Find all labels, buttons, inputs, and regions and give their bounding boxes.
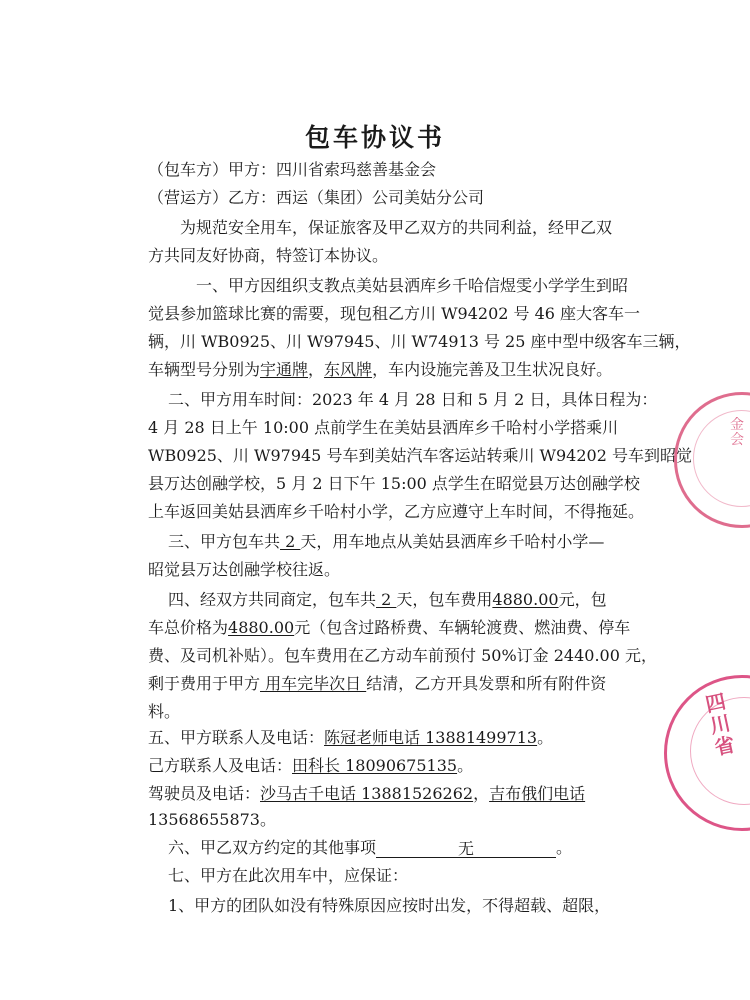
party-b-contact-line xyxy=(148,756,473,776)
party-b-contact-label: 己方联系人及电话： xyxy=(148,756,293,775)
clause1-line-3: 辆，川 WB0925、川 W97945、川 W74913 号 25 座中型中级客车三辆， xyxy=(148,332,691,351)
driver-1: 沙马古千电话 13881526262 xyxy=(260,784,474,803)
clause4-fee-label: 天，包车费用 xyxy=(396,590,493,609)
clause2-line-1: 二、甲方用车时间：2023 年 4 月 28 日和 5 月 2 日，具体日程为： xyxy=(168,390,658,409)
page-title: 包车协议书 xyxy=(304,123,445,152)
clause1-line-4 xyxy=(148,360,612,380)
party-b-contact: 田科长 18090675135 xyxy=(292,756,458,775)
driver-label: 驾驶员及电话： xyxy=(148,784,261,803)
clause6-line xyxy=(168,838,572,858)
clause1-line-1: 一、甲方因组织支教点美姑县洒库乡千哈信煜雯小学学生到昭 xyxy=(196,276,629,295)
clause4-line-4 xyxy=(148,674,606,694)
party-a-contact-label: 五、甲方联系人及电话： xyxy=(148,728,325,747)
clause7-line: 七、甲方在此次用车中，应保证： xyxy=(168,866,409,885)
intro-line-1: 为规范安全用车，保证旅客及甲乙双方的共同利益，经甲乙双 xyxy=(180,218,613,237)
total-price-detail: 元（包含过路桥费、车辆轮渡费、燃油费、停车 xyxy=(294,618,631,637)
clause4-line-3: 费、及司机补贴）。包车费用在乙方动车前预付 50%订金 2440.00 元， xyxy=(148,646,657,665)
seal-text: 四川省 xyxy=(703,689,738,760)
clause3-line-1 xyxy=(168,532,604,552)
clause4-line-2 xyxy=(148,618,630,638)
clause3-suffix: 天，用车地点从美姑县洒库乡千哈村小学— xyxy=(300,532,605,551)
comma: ， xyxy=(308,360,325,379)
clause3-prefix: 三、甲方包车共 xyxy=(168,532,281,551)
clause4-prefix: 四、经双方共同商定，包车共 xyxy=(168,590,377,609)
clause6-value: 无 xyxy=(376,839,556,858)
clause1-line-2: 觉县参加篮球比赛的需要，现包租乙方川 W94202 号 46 座大客车一 xyxy=(148,304,641,323)
settlement-text: 结清，乙方开具发票和所有附件资 xyxy=(366,674,607,693)
clause4-line-1 xyxy=(168,590,607,610)
vehicle-condition-text: ，车内设施完善及卫生状况良好。 xyxy=(372,360,613,379)
period: 。 xyxy=(457,756,474,775)
clause4-fee: 4880.00 xyxy=(492,590,559,609)
clause4-line-5: 料。 xyxy=(148,702,181,721)
intro-line-2: 方共同友好协商，特签订本协议。 xyxy=(148,246,389,265)
party-a-line: （包车方）甲方：四川省索玛慈善基金会 xyxy=(148,160,437,179)
clause2-line-2: 4 月 28 日上午 10:00 点前学生在美姑县洒库乡千哈村小学搭乘川 xyxy=(148,418,619,437)
vehicle-brand-2: 东风牌 xyxy=(324,360,373,379)
clause3-days: 2 xyxy=(280,532,301,551)
clause3-line-2: 昭觉县万达创融学校往返。 xyxy=(148,560,341,579)
clause4-fee-unit: 元，包 xyxy=(558,590,607,609)
clause2-line-3: WB0925、川 W97945 号车到美姑汽车客运站转乘川 W94202 号车到昭觉 xyxy=(148,446,692,465)
vehicle-brand-1: 宇通牌 xyxy=(260,360,309,379)
period: 。 xyxy=(537,728,554,747)
clause7-item1-line: 1、甲方的团队如没有特殊原因应按时出发，不得超载、超限， xyxy=(168,896,611,915)
clause5-line xyxy=(148,728,553,748)
party-a-contact: 陈冠老师电话 13881499713 xyxy=(324,728,538,747)
remainder-label: 剩于费用于甲方 xyxy=(148,674,261,693)
driver-2-phone: 13568655873 xyxy=(148,810,260,829)
period: 。 xyxy=(556,838,573,857)
clause4-days: 2 xyxy=(376,590,397,609)
party-b-line: （营运方）乙方：西运（集团）公司美姑分公司 xyxy=(148,188,485,207)
clause2-line-5: 上车返回美姑县洒库乡千哈村小学，乙方应遵守上车时间，不得拖延。 xyxy=(148,502,645,521)
total-price: 4880.00 xyxy=(228,618,295,637)
seal-side-text: 金会 xyxy=(730,417,744,448)
period: 。 xyxy=(259,810,276,829)
settlement-date: 用车完毕次日 xyxy=(260,674,367,693)
clause6-label: 六、甲乙双方约定的其他事项 xyxy=(168,838,377,857)
driver-2: 吉布俄们电话 xyxy=(489,784,586,803)
driver-line xyxy=(148,784,585,804)
driver-line-2 xyxy=(148,810,276,830)
total-price-label: 车总价格为 xyxy=(148,618,229,637)
vehicle-model-label: 车辆型号分别为 xyxy=(148,360,261,379)
clause2-line-4: 县万达创融学校，5 月 2 日下午 15:00 点学生在昭觉县万达创融学校 xyxy=(148,474,640,493)
comma: ， xyxy=(473,784,490,803)
